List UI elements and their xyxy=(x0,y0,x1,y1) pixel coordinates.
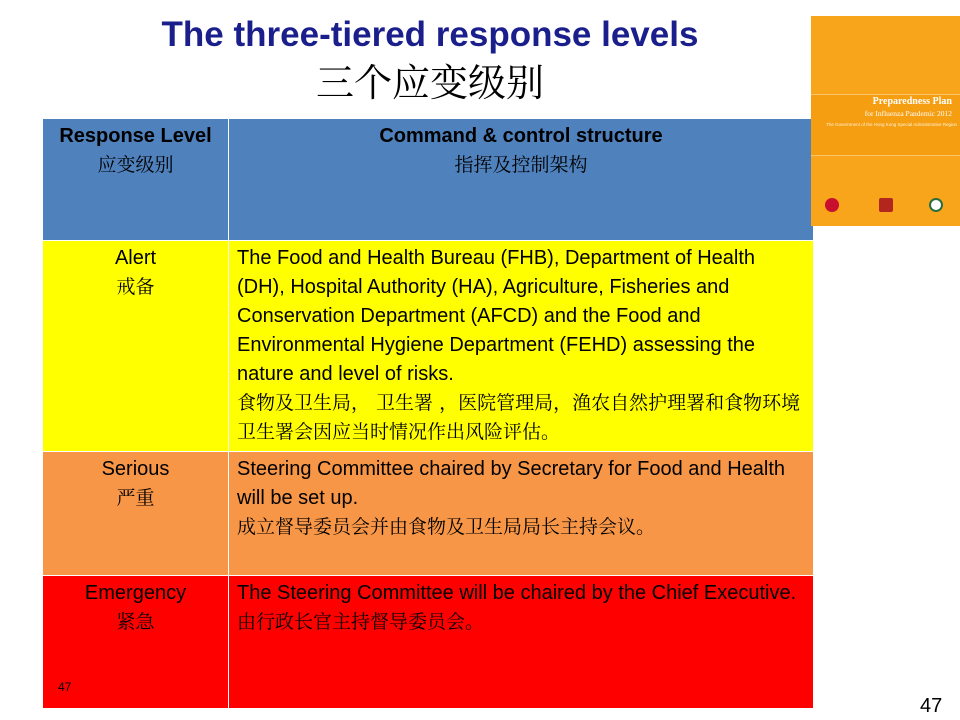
structure-cell xyxy=(229,576,814,709)
cover-caption: The Government of the Hong Kong Special Administrative Region xyxy=(826,122,957,127)
desc-en: The Steering Committee will be chaired by the Chief Executive. xyxy=(237,582,797,604)
health-protection-logo-icon xyxy=(929,198,943,212)
header-response-level xyxy=(43,119,229,241)
level-cn: 严重 xyxy=(116,487,155,509)
level-cn: 戒备 xyxy=(116,276,155,298)
desc-en: Steering Committee chaired by Secretary for Food and Health will be set up. xyxy=(237,458,786,509)
header-level-cn: 应变级别 xyxy=(97,154,174,176)
level-cell xyxy=(43,241,229,452)
level-cell xyxy=(43,452,229,576)
footer-small-number: 47 xyxy=(58,680,72,694)
structure-cell xyxy=(229,452,814,576)
hksar-emblem-icon xyxy=(825,198,839,212)
desc-cn: 成立督导委员会并由食物及卫生局局长主持会议。 xyxy=(237,516,656,538)
table-row-alert xyxy=(43,241,814,452)
page-number: 47 xyxy=(920,695,943,717)
level-cn: 紧急 xyxy=(116,611,155,633)
cover-title: Preparedness Plan xyxy=(872,96,952,107)
slide-title: The three-tiered response levels xyxy=(161,15,699,54)
table-row-emergency xyxy=(43,576,814,709)
desc-cn: 食物及卫生局， 卫生署 ，医院管理局，渔农自然护理署和食物环境卫生署会因应当时情况作出风险评估。 xyxy=(237,392,801,443)
desc-cn: 由行政长官主持督导委员会。 xyxy=(237,611,485,633)
header-structure-cn: 指挥及控制架构 xyxy=(454,154,588,176)
response-levels-table xyxy=(42,118,814,709)
header-level-en: Response Level xyxy=(59,125,212,147)
level-en: Emergency xyxy=(84,582,187,604)
structure-cell xyxy=(229,241,814,452)
cover-subtitle: for Influenza Pandemic 2012 xyxy=(864,109,952,118)
report-cover-thumbnail xyxy=(811,16,960,226)
department-logo-icon xyxy=(879,198,893,212)
level-en: Serious xyxy=(101,458,170,480)
table-row-serious xyxy=(43,452,814,576)
slide-subtitle: 三个应变级别 xyxy=(315,61,544,105)
level-en: Alert xyxy=(114,247,157,269)
header-structure-en: Command & control structure xyxy=(379,125,663,147)
table-header-row xyxy=(43,119,814,241)
desc-en: The Food and Health Bureau (FHB), Department of Health (DH), Hospital Authority (HA), Agriculture, Fisheries and Conservation Department (AFCD) and the Food and Environmental Hygiene Department (FEHD) assessing the nature and level of risks. xyxy=(237,247,756,385)
header-command-structure xyxy=(229,119,814,241)
